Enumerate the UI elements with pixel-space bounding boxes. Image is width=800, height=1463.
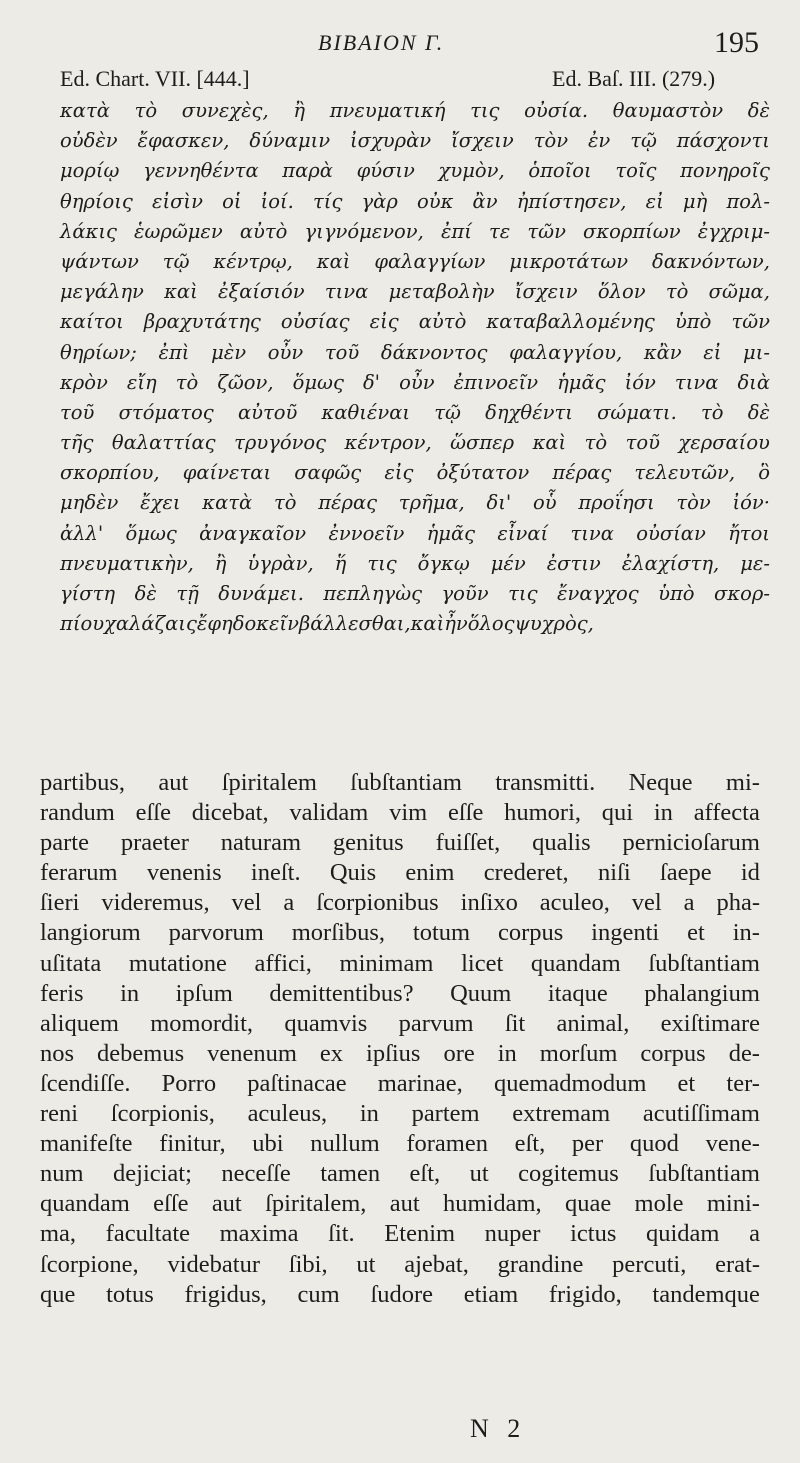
latin-text-line: reni ſcorpionis, aculeus, in partem extremam acutiſſimam	[40, 1100, 760, 1128]
greek-text-line: θηρίοις εἰσὶν οἱ ἰοί. τίς γὰρ οὐκ ἂν ἠπίστησεν, εἰ μὴ πολ-	[60, 189, 770, 213]
latin-text-line: ſcendiſſe. Porro paſtinacae marinae, quemadmodum et ter-	[40, 1069, 760, 1097]
greek-text-line: μεγάλην καὶ ἐξαίσιόν τινα μεταβολὴν ἴσχειν ὅλον τὸ σῶμα,	[60, 280, 770, 304]
greek-text-line: πίου χαλάζαις ἔφη δοκεῖν βάλλεσθαι, καὶ ἦν ὅλος ψυχρὸς,	[60, 612, 594, 636]
latin-text-line: feris in ipſum demittentibus? Quum itaque phalangium	[40, 979, 760, 1007]
greek-text-line: ψάντων τῷ κέντρῳ, καὶ φαλαγγίων μικροτάτων δακνόντων,	[60, 249, 770, 273]
latin-text-line: num dejiciat; neceſſe tamen eſt, ut cogitemus ſubſtantiam	[40, 1160, 760, 1188]
latin-text-line: partibus, aut ſpiritalem ſubſtantiam transmitti. Neque mi-	[40, 769, 760, 796]
latin-text-line: nos debemus venenum ex ipſius ore in morſum corpus de-	[40, 1039, 760, 1067]
latin-text-line: ſcorpione, videbatur ſibi, ut ajebat, grandine percuti, erat-	[40, 1250, 760, 1278]
greek-text-line: πνευματικὴν, ἢ ὑγρὰν, ἥ τις ὄγκῳ μέν ἐστιν ἐλαχίστη, με-	[60, 551, 770, 575]
latin-text-line: ſieri videremus, vel a ſcorpionibus inſixo aculeo, vel a pha-	[40, 889, 760, 917]
latin-text-line: parte praeter naturam genitus fuiſſet, qualis pernicioſarum	[40, 829, 760, 857]
greek-text-block	[60, 96, 770, 639]
edition-reference-chartier: Ed. Chart. VII. [444.]	[60, 66, 250, 91]
latin-text-line: quandam eſſe aut ſpiritalem, aut humidam, quae mole mini-	[40, 1190, 760, 1218]
greek-text-line: λάκις ἑωρῶμεν αὐτὸ γιγνόμενον, ἐπί τε τῶν σκορπίων ἐγχριμ-	[60, 219, 770, 243]
printer-signature-mark: N 2	[470, 1414, 527, 1443]
greek-text-line: γίστη δὲ τῇ δυνάμει. πεπληγὼς γοῦν τις ἔναγχος ὑπὸ σκορ-	[60, 582, 770, 605]
greek-text-line: μορίῳ γεννηθέντα παρὰ φύσιν χυμὸν, ὁποῖοι τοῖς πονηροῖς	[60, 159, 770, 183]
greek-text-line: κατὰ τὸ συνεχὲς, ἢ πνευματική τις οὐσία. θαυμαστὸν δὲ	[60, 99, 770, 122]
greek-text-line: καίτοι βραχυτάτης οὐσίας εἰς αὐτὸ καταβαλλομένης ὑπὸ τῶν	[60, 310, 770, 334]
greek-text-line: τῆς θαλαττίας τρυγόνος κέντρον, ὥσπερ καὶ τὸ τοῦ χερσαίου	[60, 431, 770, 455]
latin-text-line: langiorum parvorum morſibus, totum corpus ingenti et in-	[40, 919, 760, 947]
latin-text-line: aliquem momordit, quamvis parvum ſit animal, exiſtimare	[40, 1009, 760, 1037]
running-head: BIBAION Γ.	[318, 30, 445, 55]
greek-text-line: κρὸν εἴη τὸ ζῶον, ὅμως δ' οὖν ἐπινοεῖν ἡμᾶς ἰόν τινα διὰ	[60, 370, 770, 394]
page-number: 195	[714, 26, 759, 59]
greek-text-line: θηρίων; ἐπὶ μὲν οὖν τοῦ δάκνοντος φαλαγγίου, κἂν εἰ μι-	[60, 340, 770, 364]
edition-reference-basel: Ed. Baſ. III. (279.)	[552, 66, 716, 91]
greek-text-line: ἀλλ' ὅμως ἀναγκαῖον ἐννοεῖν ἡμᾶς εἶναί τινα οὐσίαν ἤτοι	[60, 521, 770, 545]
greek-text-line: μηδὲν ἔχει κατὰ τὸ πέρας τρῆμα, δι' οὗ προΐησι τὸν ἰόν·	[60, 491, 770, 515]
greek-text-line: τοῦ στόματος αὐτοῦ καθιέναι τῷ δηχθέντι σώματι. τὸ δὲ	[60, 400, 770, 424]
latin-translation-block	[40, 768, 760, 1310]
latin-text-line: uſitata mutatione affici, minimam licet quandam ſubſtantiam	[40, 949, 760, 977]
latin-text-line: manifeſte finitur, ubi nullum foramen eſt, per quod vene-	[40, 1130, 760, 1158]
latin-text-line: randum eſſe dicebat, validam vim eſſe humori, qui in affecta	[40, 799, 760, 827]
greek-text-line: σκορπίου, φαίνεται σαφῶς εἰς ὀξύτατον πέρας τελευτῶν, ὃ	[60, 461, 770, 485]
latin-text-line: que totus frigidus, cum ſudore etiam frigido, tandemque	[40, 1280, 760, 1308]
latin-text-line: ma, facultate maxima ſit. Etenim nuper ictus quidam a	[40, 1220, 760, 1248]
greek-text-line: οὐδὲν ἔφασκεν, δύναμιν ἰσχυρὰν ἴσχειν τὸν ἐν τῷ πάσχοντι	[60, 129, 770, 153]
latin-text-line: ferarum venenis ineſt. Quis enim crederet, niſi ſaepe id	[40, 859, 760, 887]
